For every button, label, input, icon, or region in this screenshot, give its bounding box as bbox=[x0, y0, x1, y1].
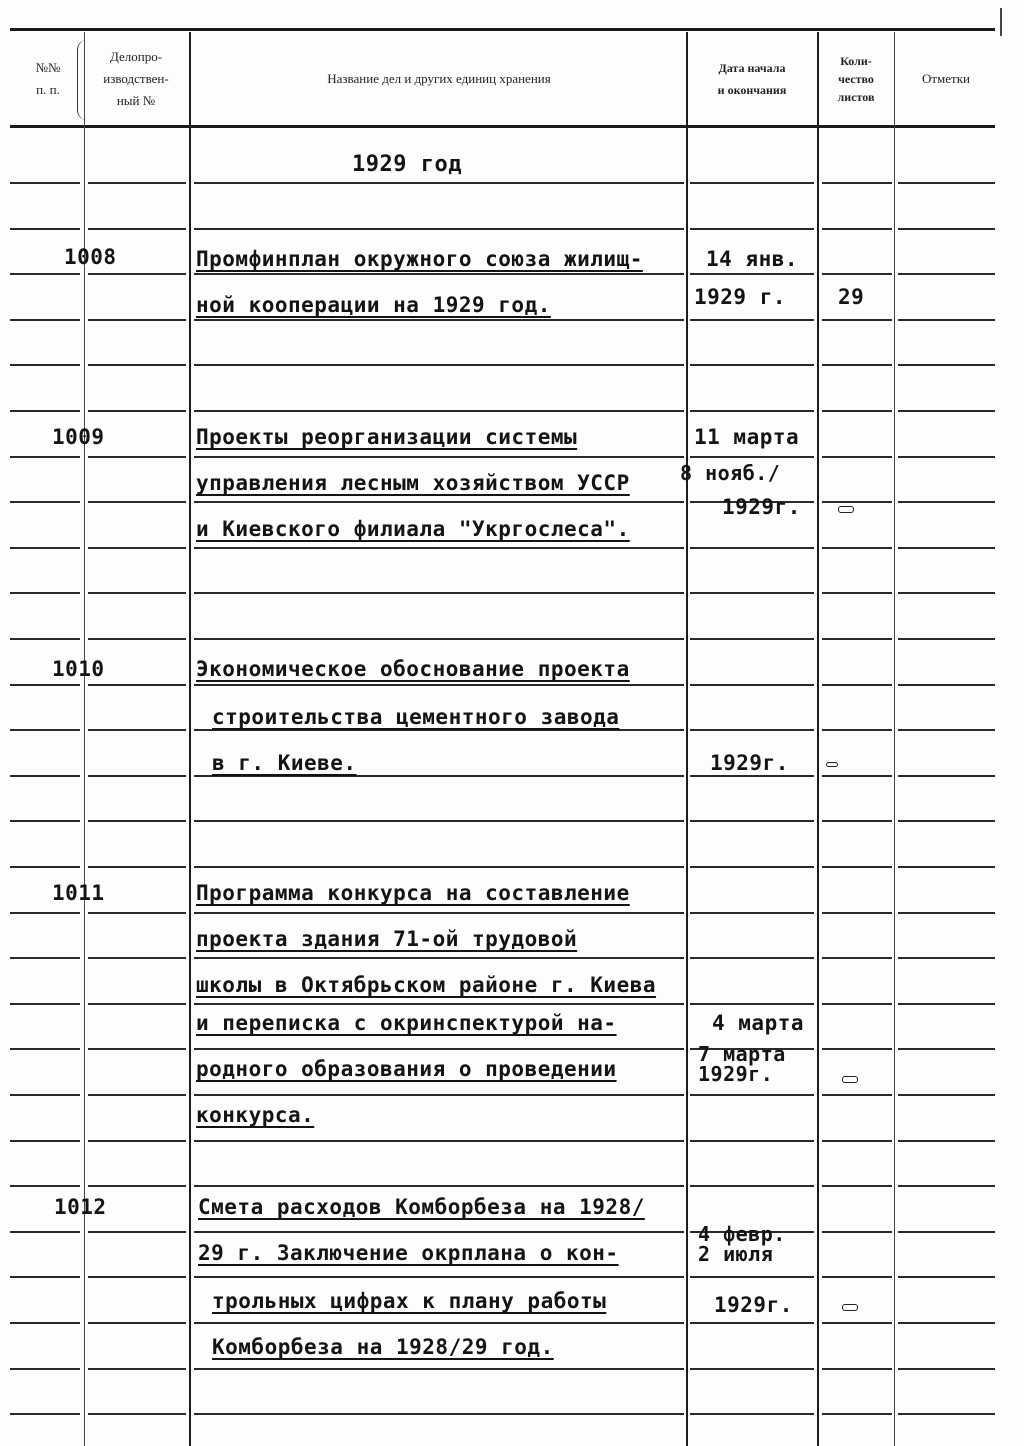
entry-date-line: 1929г. bbox=[698, 1062, 774, 1086]
ruled-line bbox=[690, 912, 814, 914]
entry-title-line: Программа конкурса на составление bbox=[196, 881, 630, 905]
entry-number: 1011 bbox=[52, 881, 105, 905]
ruled-line bbox=[898, 592, 995, 594]
ruled-line bbox=[194, 1140, 684, 1142]
ruled-line bbox=[194, 456, 684, 458]
ruled-line bbox=[690, 1185, 814, 1187]
entry-number: 1008 bbox=[64, 245, 117, 269]
ruled-line bbox=[898, 1368, 995, 1370]
ruled-line bbox=[10, 456, 80, 458]
ruled-line bbox=[898, 684, 995, 686]
ruled-line bbox=[822, 364, 892, 366]
ruled-line bbox=[898, 775, 995, 777]
ruled-line bbox=[898, 228, 995, 230]
ruled-line bbox=[194, 1322, 684, 1324]
ruled-line bbox=[822, 957, 892, 959]
ruled-line bbox=[690, 729, 814, 731]
entry-sheets: 29 bbox=[838, 285, 865, 309]
ruled-line bbox=[898, 410, 995, 412]
header-col-dates-line1: Дата начала bbox=[718, 61, 786, 75]
ruled-line bbox=[898, 1140, 995, 1142]
ruled-line bbox=[88, 638, 186, 640]
ruled-line bbox=[10, 592, 80, 594]
ruled-line bbox=[690, 820, 814, 822]
ruled-line bbox=[898, 273, 995, 275]
ruled-line bbox=[88, 1140, 186, 1142]
ruled-line bbox=[10, 182, 80, 184]
ruled-line bbox=[194, 912, 684, 914]
header-col-sheets-line2: чество bbox=[838, 72, 874, 86]
ruled-line bbox=[898, 1413, 995, 1415]
ruled-line bbox=[88, 1368, 186, 1370]
ruled-line bbox=[88, 684, 186, 686]
ruled-line bbox=[88, 592, 186, 594]
ruled-line bbox=[88, 820, 186, 822]
ruled-line bbox=[690, 1003, 814, 1005]
entry-date-line: 14 янв. bbox=[706, 247, 799, 271]
entry-date-line: 1929 г. bbox=[694, 285, 787, 309]
entry-title-line: Смета расходов Комборбеза на 1928/ bbox=[198, 1195, 645, 1219]
ruled-line bbox=[194, 1368, 684, 1370]
ruled-line bbox=[194, 1413, 684, 1415]
ruled-line bbox=[10, 820, 80, 822]
ruled-line bbox=[10, 319, 80, 321]
ruled-line bbox=[194, 410, 684, 412]
entry-title-line: проекта здания 71-ой трудовой bbox=[196, 927, 578, 951]
ruled-line bbox=[10, 410, 80, 412]
entry-date-line: 2 июля bbox=[698, 1242, 774, 1266]
ruled-line bbox=[690, 410, 814, 412]
entry-number: 1009 bbox=[52, 425, 105, 449]
ruled-line bbox=[10, 1003, 80, 1005]
ruled-line bbox=[822, 456, 892, 458]
ruled-line bbox=[10, 273, 80, 275]
header-top-rule bbox=[10, 28, 995, 31]
entry-title-line: Экономическое обоснование проекта bbox=[196, 657, 630, 681]
entry-title-line: 29 г. Заключение окрплана о кон- bbox=[198, 1241, 619, 1265]
ruled-line bbox=[898, 638, 995, 640]
header-col-notes-text: Отметки bbox=[921, 71, 971, 86]
header-col-title-text: Название дел и других единиц хранения bbox=[327, 71, 551, 86]
ruled-line bbox=[822, 1231, 892, 1233]
ruled-line bbox=[10, 1231, 80, 1233]
ruled-line bbox=[822, 1368, 892, 1370]
ruled-line bbox=[10, 638, 80, 640]
ruled-line bbox=[690, 592, 814, 594]
ruled-line bbox=[822, 775, 892, 777]
ruled-line bbox=[822, 684, 892, 686]
ruled-line bbox=[10, 547, 80, 549]
ruled-line bbox=[690, 1413, 814, 1415]
ruled-line bbox=[10, 364, 80, 366]
ruled-line bbox=[898, 1276, 995, 1278]
ruled-line bbox=[898, 1231, 995, 1233]
ruled-line bbox=[88, 501, 186, 503]
ruled-line bbox=[194, 1048, 684, 1050]
ruled-line bbox=[10, 1322, 80, 1324]
ruled-line bbox=[88, 228, 186, 230]
ruled-line bbox=[194, 1276, 684, 1278]
entry-sheets-dash-icon bbox=[826, 762, 838, 767]
ruled-line bbox=[194, 273, 684, 275]
entry-title-line: конкурса. bbox=[196, 1103, 315, 1127]
ruled-line bbox=[10, 1094, 80, 1096]
ruled-line bbox=[88, 1048, 186, 1050]
ruled-line bbox=[10, 684, 80, 686]
ruled-line bbox=[898, 1003, 995, 1005]
ruled-line bbox=[898, 501, 995, 503]
page-edge-mark bbox=[1000, 8, 1002, 36]
entry-date-line: 11 марта bbox=[694, 425, 800, 449]
ruled-line bbox=[690, 1140, 814, 1142]
header-col-number bbox=[20, 34, 76, 124]
ruled-line bbox=[88, 912, 186, 914]
ruled-line bbox=[10, 1368, 80, 1370]
ruled-line bbox=[194, 684, 684, 686]
ruled-line bbox=[194, 820, 684, 822]
entry-title-line: Комборбеза на 1928/29 год. bbox=[212, 1335, 554, 1359]
ruled-line bbox=[898, 1185, 995, 1187]
ruled-line bbox=[690, 1094, 814, 1096]
ruled-line bbox=[898, 957, 995, 959]
entry-sheets-dash-icon bbox=[838, 506, 854, 513]
ruled-line bbox=[194, 547, 684, 549]
ruled-line bbox=[10, 1140, 80, 1142]
ruled-line bbox=[822, 1276, 892, 1278]
ruled-line bbox=[898, 456, 995, 458]
ruled-line bbox=[898, 1094, 995, 1096]
ruled-line bbox=[690, 1276, 814, 1278]
ruled-line bbox=[194, 1094, 684, 1096]
ruled-line bbox=[194, 592, 684, 594]
ruled-line bbox=[822, 1003, 892, 1005]
ruled-line bbox=[194, 228, 684, 230]
ruled-line bbox=[10, 228, 80, 230]
header-col-dates bbox=[688, 34, 816, 124]
header-col-office-line3: ный № bbox=[116, 93, 156, 108]
ruled-line bbox=[88, 456, 186, 458]
entry-date-line: 8 нояб./ bbox=[680, 461, 781, 485]
header-col-dates-line2: и окончания bbox=[717, 83, 787, 97]
ruled-line bbox=[822, 820, 892, 822]
entry-title-line: и переписка с окринспектурой на- bbox=[196, 1011, 617, 1035]
entry-date-line: 1929г. bbox=[710, 751, 789, 775]
ruled-line bbox=[822, 319, 892, 321]
ruled-line bbox=[194, 1185, 684, 1187]
ruled-line bbox=[88, 1003, 186, 1005]
vrule-title bbox=[189, 32, 191, 1446]
ruled-line bbox=[822, 592, 892, 594]
vrule-notes bbox=[894, 32, 895, 1446]
ruled-line bbox=[88, 866, 186, 868]
ruled-line bbox=[690, 1322, 814, 1324]
entry-title-line: и Киевского филиала "Укргослеса". bbox=[196, 517, 630, 541]
ruled-line bbox=[10, 957, 80, 959]
entry-title-line: родного образования о проведении bbox=[196, 1057, 617, 1081]
ruled-line bbox=[822, 273, 892, 275]
entry-date-line: 4 февр. bbox=[698, 1222, 786, 1246]
ruled-line bbox=[194, 182, 684, 184]
ruled-line bbox=[194, 866, 684, 868]
ruled-line bbox=[822, 912, 892, 914]
entry-title-line: Промфинплан окружного союза жилищ- bbox=[196, 247, 643, 271]
ruled-line bbox=[194, 957, 684, 959]
ruled-line bbox=[88, 410, 186, 412]
header-col-notes bbox=[896, 34, 996, 124]
ruled-line bbox=[822, 410, 892, 412]
ruled-line bbox=[898, 319, 995, 321]
ruled-line bbox=[898, 1322, 995, 1324]
ruled-line bbox=[88, 1094, 186, 1096]
ruled-line bbox=[822, 228, 892, 230]
ruled-line bbox=[690, 684, 814, 686]
header-col-sheets bbox=[820, 34, 892, 124]
ruled-line bbox=[194, 638, 684, 640]
entry-sheets-dash-icon bbox=[842, 1076, 858, 1083]
entry-title-line: Проекты реорганизации системы bbox=[196, 425, 578, 449]
ruled-line bbox=[88, 1322, 186, 1324]
ruled-line bbox=[10, 729, 80, 731]
entry-title-line: трольных цифрах к плану работы bbox=[212, 1289, 607, 1313]
ruled-line bbox=[88, 729, 186, 731]
ruled-line bbox=[88, 1185, 186, 1187]
header-col-sheets-line1: Коли- bbox=[840, 54, 872, 68]
header-col-office-line2: изводствен- bbox=[103, 71, 169, 86]
ruled-line bbox=[822, 547, 892, 549]
ruled-line bbox=[690, 228, 814, 230]
ruled-line bbox=[10, 775, 80, 777]
ruled-line bbox=[88, 364, 186, 366]
ruled-line bbox=[690, 547, 814, 549]
ruled-line bbox=[822, 729, 892, 731]
ruled-line bbox=[822, 1185, 892, 1187]
vrule-sheets bbox=[817, 32, 819, 1446]
ruled-line bbox=[690, 364, 814, 366]
ruled-line bbox=[88, 1413, 186, 1415]
ruled-line bbox=[88, 319, 186, 321]
ruled-line bbox=[822, 182, 892, 184]
ruled-line bbox=[822, 866, 892, 868]
header-col-number-line1: №№ bbox=[35, 60, 61, 75]
ruled-line bbox=[194, 364, 684, 366]
ruled-line bbox=[88, 775, 186, 777]
header-col-number-line2: п. п. bbox=[36, 82, 60, 97]
ruled-line bbox=[898, 1048, 995, 1050]
ruled-line bbox=[690, 319, 814, 321]
ruled-line bbox=[690, 273, 814, 275]
ruled-line bbox=[10, 1276, 80, 1278]
entry-title-line: в г. Киеве. bbox=[212, 751, 357, 775]
ruled-line bbox=[88, 1276, 186, 1278]
ruled-line bbox=[822, 1094, 892, 1096]
entry-sheets-dash-icon bbox=[842, 1304, 858, 1311]
header-col-office-number bbox=[86, 34, 186, 124]
ruled-line bbox=[898, 729, 995, 731]
ruled-line bbox=[898, 866, 995, 868]
entry-title-line: управления лесным хозяйством УССР bbox=[196, 471, 630, 495]
header-col-office-line1: Делопро- bbox=[109, 49, 163, 64]
entry-title-line: школы в Октябрьском районе г. Киева bbox=[196, 973, 657, 997]
ruled-line bbox=[822, 1048, 892, 1050]
header-col-title bbox=[192, 34, 686, 124]
ruled-line bbox=[822, 1322, 892, 1324]
ruled-line bbox=[88, 273, 186, 275]
ruled-line bbox=[10, 1048, 80, 1050]
ruled-line bbox=[88, 1231, 186, 1233]
section-year: 1929 год bbox=[352, 152, 462, 177]
ruled-line bbox=[898, 820, 995, 822]
entry-date-line: 1929г. bbox=[722, 495, 801, 519]
entry-number: 1012 bbox=[54, 1195, 107, 1219]
ruled-line bbox=[822, 501, 892, 503]
ruled-line bbox=[898, 547, 995, 549]
ruled-line bbox=[690, 182, 814, 184]
ruled-line bbox=[88, 182, 186, 184]
entry-date-line: 1929г. bbox=[714, 1293, 793, 1317]
ruled-line bbox=[898, 364, 995, 366]
header-col-sheets-line3: листов bbox=[837, 90, 875, 104]
ruled-line bbox=[822, 1140, 892, 1142]
ruled-line bbox=[88, 957, 186, 959]
header-bottom-rule bbox=[10, 125, 995, 128]
entry-title-line: ной кооперации на 1929 год. bbox=[196, 293, 551, 317]
ruled-line bbox=[690, 1368, 814, 1370]
vrule-dates bbox=[686, 32, 688, 1446]
ruled-line bbox=[898, 912, 995, 914]
ruled-line bbox=[194, 1003, 684, 1005]
entry-title-line: строительства цементного завода bbox=[212, 705, 620, 729]
ruled-line bbox=[690, 638, 814, 640]
entry-date-line: 7 марта bbox=[698, 1042, 786, 1066]
ruled-line bbox=[690, 456, 814, 458]
ruled-line bbox=[10, 912, 80, 914]
ruled-line bbox=[822, 638, 892, 640]
ruled-line bbox=[88, 547, 186, 549]
ruled-line bbox=[194, 319, 684, 321]
ruled-line bbox=[10, 866, 80, 868]
ruled-line bbox=[10, 1413, 80, 1415]
ruled-line bbox=[10, 1185, 80, 1187]
ruled-line bbox=[690, 957, 814, 959]
ruled-line bbox=[194, 501, 684, 503]
entry-date-line: 4 марта bbox=[712, 1011, 805, 1035]
entry-number: 1010 bbox=[52, 657, 105, 681]
ruled-line bbox=[10, 501, 80, 503]
ruled-line bbox=[194, 1231, 684, 1233]
ruled-line bbox=[898, 182, 995, 184]
ruled-line bbox=[690, 866, 814, 868]
ruled-line bbox=[822, 1413, 892, 1415]
